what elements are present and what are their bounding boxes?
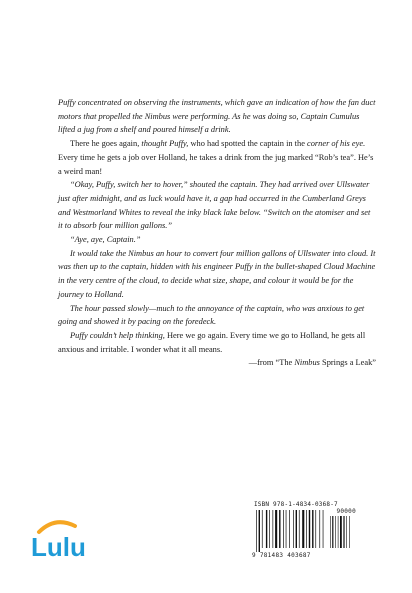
barcode-bar <box>289 510 290 548</box>
barcode-bar <box>312 510 313 548</box>
barcode-bar <box>273 510 274 548</box>
price-barcode-bar <box>338 516 339 548</box>
paragraph <box>58 233 376 247</box>
text-segment: Puffy couldn’t help thinking, <box>70 330 165 340</box>
barcode-bar <box>266 510 267 548</box>
text-segment: corner of his eye. <box>307 139 366 149</box>
text-segment: Here we go again. Every time we go to Holland, he gets all anxious and irritable. I wonder what it all means. <box>58 330 366 354</box>
text-segment: who had spotted the captain in the <box>188 139 308 149</box>
barcode-bar <box>259 510 260 552</box>
paragraph <box>58 329 376 356</box>
barcode-digits: 9 781483 403687 <box>252 552 311 559</box>
price-barcode-bar <box>332 516 333 548</box>
lulu-logo <box>25 518 105 560</box>
price-barcode-bar <box>340 516 342 548</box>
attribution <box>58 356 376 370</box>
barcode-bar <box>293 510 294 548</box>
text-segment: “Okay, Puffy, switch her to hover,” shouted the captain. They had arrived over Ullswater just after midnight, and as luck would have it, a gap had occurred in the Cumberland Greys and Westmorland Whites to reveal the inky black lake below. “Switch on the atomiser and set it to absorb four million gallons.” <box>58 180 371 231</box>
barcode-bar <box>302 510 304 548</box>
isbn-label <box>254 501 354 508</box>
attribution-suffix: Springs a Leak” <box>319 358 376 368</box>
price-barcode-bar <box>335 516 336 548</box>
price-barcode-bar <box>343 516 344 548</box>
price-barcode-bar <box>330 516 331 548</box>
barcode-bar <box>283 510 284 548</box>
paragraph <box>58 96 376 137</box>
blurb-text <box>58 96 376 370</box>
barcode-bar <box>309 510 310 548</box>
text-segment: It would take the Nimbus an hour to convert four million gallons of Ullswater into cloud. It was then up to the captain, hidden with his engineer Puffy in the bullet-shaped Cloud Machine in the very centre of the cloud, to decide what size, shape, and colour it would be for the journey to Holland. <box>58 248 376 299</box>
attribution-prefix: —from “The <box>248 358 295 368</box>
price-barcode-bar <box>346 516 347 548</box>
text-segment: There he goes again, <box>70 139 142 149</box>
barcode-bar <box>296 510 297 548</box>
text-segment: thought Puffy, <box>141 139 189 149</box>
logo-arc <box>39 522 75 532</box>
paragraph <box>58 137 376 178</box>
attribution-title-italic: Nimbus <box>294 358 320 368</box>
text-segment: “Aye, aye, Captain.” <box>70 235 141 245</box>
barcode-bar <box>279 510 280 548</box>
barcode-bar <box>319 510 320 548</box>
logo-text: Lulu <box>31 532 86 560</box>
barcode-bar <box>262 510 263 548</box>
paragraph <box>58 247 376 302</box>
price-code: 90000 <box>336 508 356 515</box>
barcode-bar <box>315 510 316 548</box>
barcode-bar <box>286 510 287 548</box>
text-segment: The hour passed slowly—much to the annoyance of the captain, who was anxious to get going and showed it by pacing on the foredeck. <box>58 303 365 327</box>
barcode-bar <box>256 510 257 552</box>
barcode-digits-row <box>252 508 356 559</box>
price-barcode-bar <box>349 516 350 548</box>
text-segment: Every time he gets a job over Holland, he takes a drink from the jug marked “Rob’s tea”. He’s a weird man! <box>58 152 374 176</box>
isbn-number: ISBN 978-1-4834-0368-7 <box>254 501 338 508</box>
barcode-bar <box>306 510 307 548</box>
barcode <box>254 510 354 554</box>
barcode-bar <box>269 510 270 548</box>
barcode-bar <box>299 510 300 548</box>
text-segment: Puffy concentrated on observing the instruments, which gave an indication of how the fan duct motors that propelled the Nimbus were performing. As he was doing so, Captain Cumulus lifted a jug from a shelf and poured himself a drink. <box>58 98 376 135</box>
barcode-bar <box>323 510 324 548</box>
barcode-bar <box>275 510 277 548</box>
paragraph <box>58 302 376 329</box>
paragraph <box>58 178 376 233</box>
